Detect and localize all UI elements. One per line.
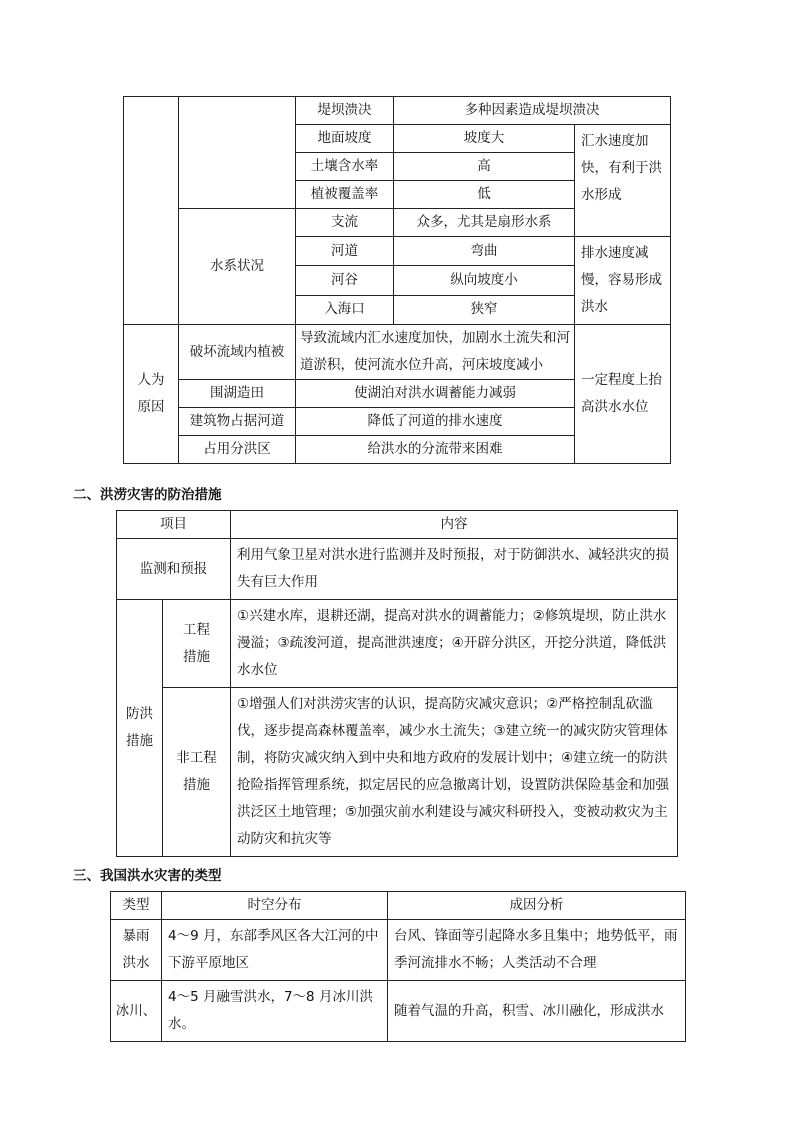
desc-vegetation: 低 — [394, 181, 575, 209]
effect-drainage: 排水速度减慢，容易形成洪水 — [575, 237, 671, 325]
desc-tributary: 众多，尤其是扇形水系 — [394, 209, 575, 237]
flood-control-label: 防洪措施 — [117, 600, 163, 857]
desc-lake: 使湖泊对洪水调蓄能力减弱 — [296, 380, 575, 408]
effect-convergence: 汇水速度加快，有利于洪水形成 — [575, 125, 671, 237]
table-row — [124, 325, 671, 380]
factor-dam: 堤坝溃决 — [296, 97, 394, 125]
cause-rain: 台风、锋面等引起降水多且集中；地势低平，雨季河流排水不畅；人类活动不合理 — [388, 920, 686, 981]
table-row — [124, 97, 671, 125]
engineering-content: ①兴建水库，退耕还湖，提高对洪水的调蓄能力；②修筑堤坝，防止洪水漫溢；③疏浚河道，提高泄洪速度；④开辟分洪区，开挖分洪道，降低洪水水位 — [231, 600, 678, 688]
flood-types-table — [110, 891, 686, 1042]
desc-estuary: 狭窄 — [394, 295, 575, 324]
non-engineering-label: 非工程措施 — [163, 688, 231, 857]
human-cause-label: 人为原因 — [124, 325, 179, 464]
type-rain: 暴雨洪水 — [111, 920, 162, 981]
factor-tributary: 支流 — [296, 209, 394, 237]
header-content: 内容 — [231, 511, 678, 539]
water-system-label: 水系状况 — [179, 209, 296, 325]
table-row — [117, 688, 678, 857]
factor-estuary: 入海口 — [296, 295, 394, 324]
factor-vegetation: 植被覆盖率 — [296, 181, 394, 209]
desc-dam: 多种因素造成堤坝溃决 — [394, 97, 671, 125]
desc-valley: 纵向坡度小 — [394, 266, 575, 295]
header-time: 时空分布 — [162, 892, 388, 920]
desc-soil: 高 — [394, 153, 575, 181]
section-title-types: 三、我国洪水灾害的类型 — [73, 868, 222, 884]
desc-deforest: 导致流域内汇水速度加快，加剧水土流失和河道淤积，使河流水位升高，河床坡度减小 — [296, 325, 575, 380]
table-row — [111, 981, 686, 1042]
desc-channel: 弯曲 — [394, 237, 575, 266]
desc-building: 降低了河道的排水速度 — [296, 408, 575, 436]
factor-building: 建筑物占据河道 — [179, 408, 296, 436]
time-rain: 4～9 月，东部季风区各大江河的中下游平原地区 — [162, 920, 388, 981]
engineering-label: 工程措施 — [163, 600, 231, 688]
monitor-label: 监测和预报 — [117, 539, 231, 600]
factor-soil: 土壤含水率 — [296, 153, 394, 181]
cause-ice: 随着气温的升高，积雪、冰川融化，形成洪水 — [388, 981, 686, 1042]
section-title-prevention: 二、洪涝灾害的防治措施 — [73, 487, 222, 503]
effect-water-level: 一定程度上抬高洪水水位 — [575, 325, 671, 464]
table-row — [111, 920, 686, 981]
table-row — [117, 539, 678, 600]
factor-channel: 河道 — [296, 237, 394, 266]
factor-valley: 河谷 — [296, 266, 394, 295]
factor-deforest: 破坏流域内植被 — [179, 325, 296, 380]
header-type: 类型 — [111, 892, 162, 920]
terrain-cell — [179, 97, 296, 209]
table-row — [117, 600, 678, 688]
factor-floodzone: 占用分洪区 — [179, 436, 296, 464]
table-row — [117, 511, 678, 539]
header-cause: 成因分析 — [388, 892, 686, 920]
desc-floodzone: 给洪水的分流带来困难 — [296, 436, 575, 464]
monitor-content: 利用气象卫星对洪水进行监测并及时预报，对于防御洪水、减轻洪灾的损失有巨大作用 — [231, 539, 678, 600]
table-row — [111, 892, 686, 920]
type-ice: 冰川、 — [111, 981, 162, 1042]
prevention-table — [116, 510, 678, 857]
factor-slope: 地面坡度 — [296, 125, 394, 153]
factor-lake: 围湖造田 — [179, 380, 296, 408]
flood-causes-table — [123, 96, 671, 464]
header-item: 项目 — [117, 511, 231, 539]
non-engineering-content: ①增强人们对洪涝灾害的认识，提高防灾减灾意识；②严格控制乱砍滥伐，逐步提高森林覆盖率，减少水土流失；③建立统一的减灾防灾管理体制，将防灾减灾纳入到中央和地方政府的发展计划中；④建立统一的防洪抢险指挥管理系统，拟定居民的应急撤离计划，设置防洪保险基金和加强洪泛区土地管理；⑤加强灾前水利建设与减灾科研投入，变被动救灾为主动防灾和抗灾等 — [231, 688, 678, 857]
desc-slope: 坡度大 — [394, 125, 575, 153]
natural-cause-cell — [124, 97, 179, 325]
time-ice: 4～5 月融雪洪水，7～8 月冰川洪水。 — [162, 981, 388, 1042]
